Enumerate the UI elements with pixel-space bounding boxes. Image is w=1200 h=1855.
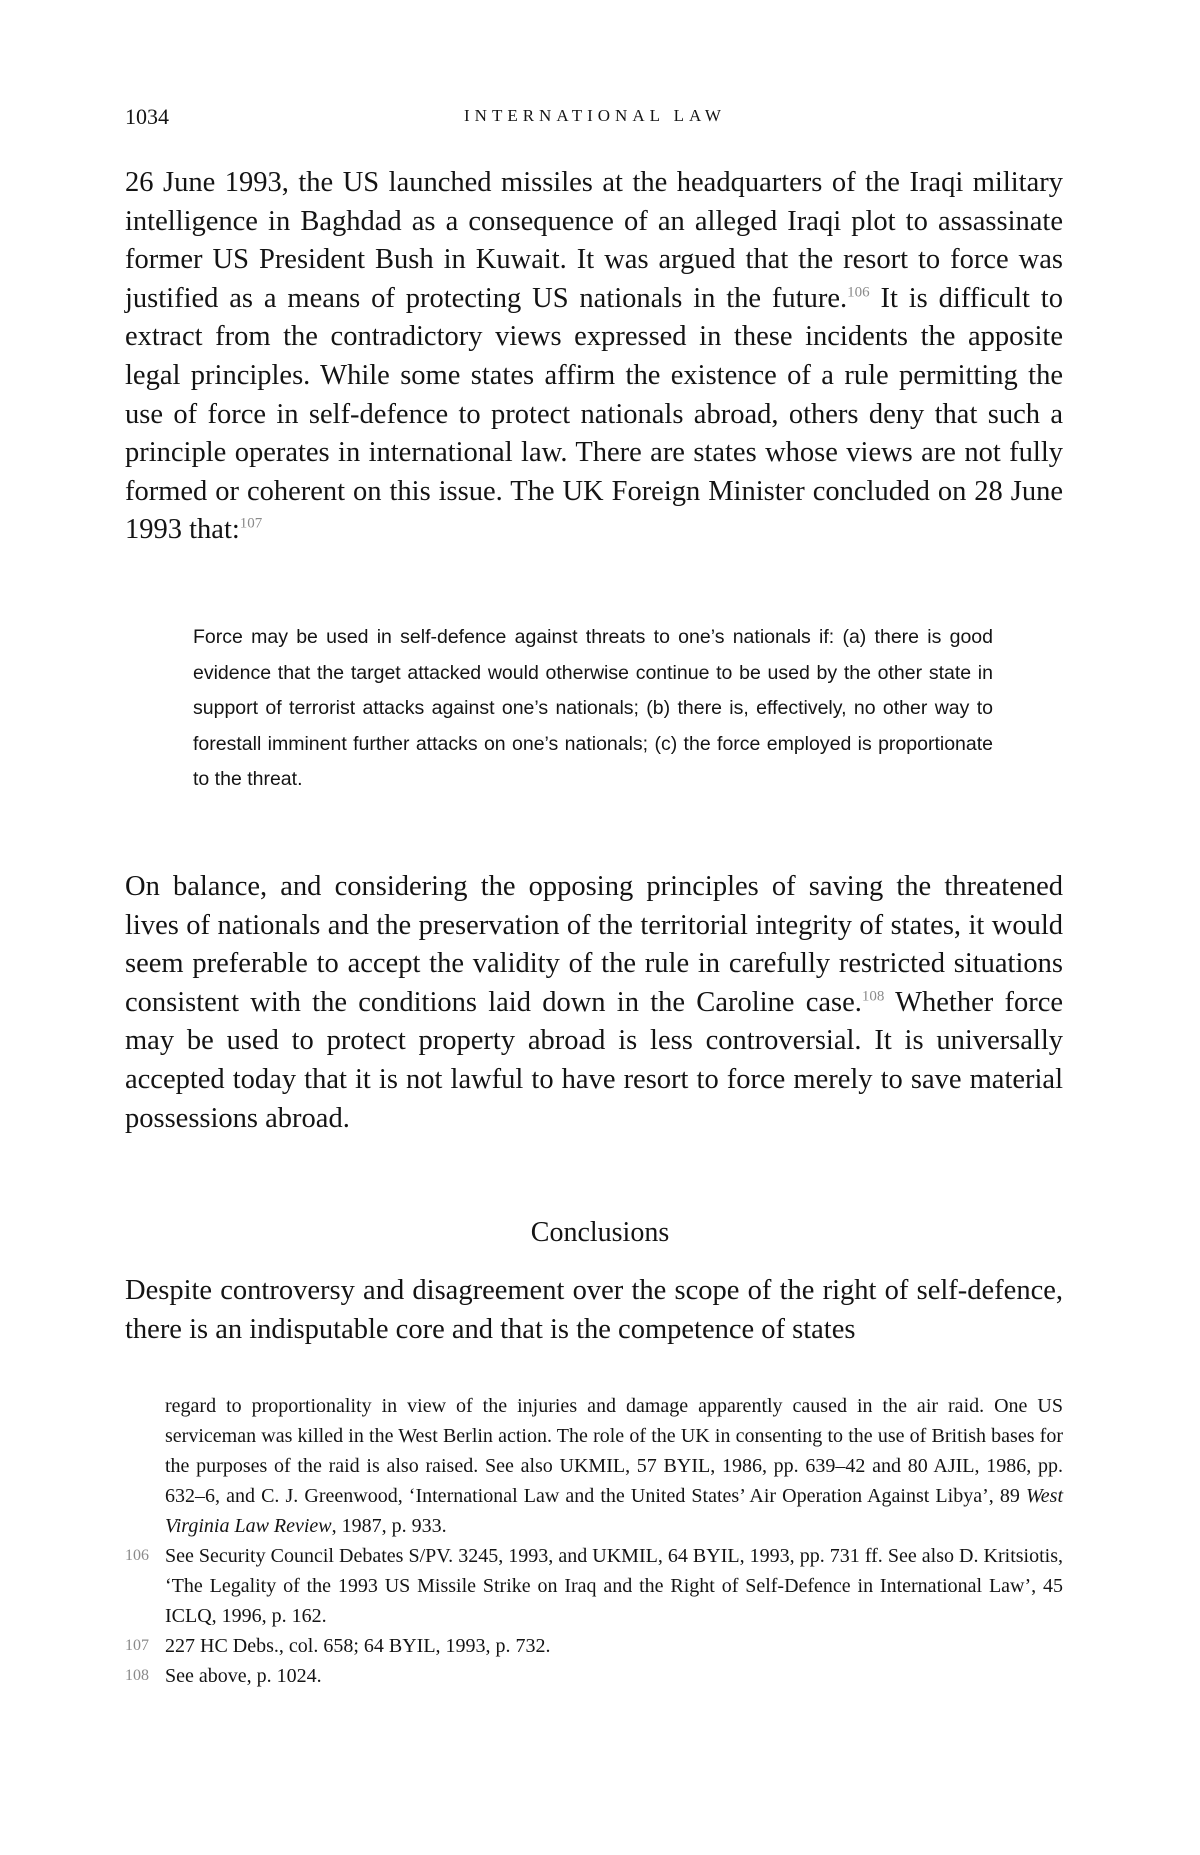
running-title: INTERNATIONAL LAW	[464, 106, 726, 125]
body-paragraph	[125, 868, 1063, 1138]
paragraph-text: On balance, and considering the opposing principles of saving the threatened lives of nationals and the preservation of the territorial integrity of states, it would seem preferable to accept the validity of the rule in carefully restricted situations consistent with the conditions laid down in the Caroline case.	[125, 871, 1063, 1018]
footnote-text: , 1987, p. 933.	[331, 1515, 447, 1537]
page-number: 1034	[125, 104, 169, 129]
footnote-ref: 108	[861, 988, 885, 1005]
section-heading: Conclusions	[530, 1217, 670, 1248]
footnotes	[125, 1391, 1063, 1691]
footnote-text: See Security Council Debates S/PV. 3245, 1993, and UKMIL, 64 BYIL, 1993, pp. 731 ff. See also D. Kritsiotis, ‘The Legality of the 1993 US Missile Strike on Iraq and the Right of Self-Defence in International Law’, 45 ICLQ, 1996, p. 162.	[165, 1545, 1063, 1627]
footnote	[125, 1631, 1063, 1661]
footnote-text: See above, p. 1024.	[165, 1665, 322, 1687]
footnote-number: 106	[125, 1547, 149, 1564]
footnote	[125, 1541, 1063, 1631]
footnote-text: 227 HC Debs., col. 658; 64 BYIL, 1993, p. 732.	[165, 1635, 551, 1657]
body-paragraph	[125, 164, 1063, 550]
paragraph-text: It is difficult to extract from the contradictory views expressed in these incidents the apposite legal principles. While some states affirm the existence of a rule permitting the use of force in self-defence to protect nationals abroad, others deny that such a principle operates in international law. There are states whose views are not fully formed or coherent on this issue. The UK Foreign Minister concluded on 28 June 1993 that:	[125, 282, 1063, 546]
journal-title: West Virginia Law Review	[165, 1485, 1063, 1537]
footnote-number: 107	[125, 1637, 149, 1654]
paragraph-text: 26 June 1993, the US launched missiles at the headquarters of the Iraqi military intelligence in Baghdad as a consequence of an alleged Iraqi plot to assassinate former US President Bush in Kuwait. It was argued that the resort to force was justified as a means of protecting US nationals in the future.	[125, 167, 1063, 314]
paragraph-text: Whether force may be used to protect property abroad is less controversial. It is universally accepted today that it is not lawful to have resort to force merely to save material possessions abroad.	[125, 986, 1064, 1134]
footnote-number: 108	[125, 1667, 149, 1684]
body-paragraph: Despite controversy and disagreement over the scope of the right of self-defence, there is an indisputable core and that is the competence of states	[125, 1275, 1063, 1345]
footnote-ref: 107	[239, 515, 263, 532]
running-head	[125, 104, 1065, 134]
block-quote: Force may be used in self-defence against threats to one’s nationals if: (a) there is good evidence that the target attacked would otherwise continue to be used by the other state in support of terrorist attacks against one’s nationals; (b) there is, effectively, no other way to forestall imminent further attacks on one’s nationals; (c) the force employed is proportionate to the threat.	[193, 626, 993, 791]
footnote-ref: 106	[847, 284, 870, 301]
footnote-text: regard to proportionality in view of the injuries and damage apparently caused in the air raid. One US serviceman was killed in the West Berlin action. The role of the UK in consenting to the use of British bases for the purposes of the raid is also raised. See also UKMIL, 57 BYIL, 1986, pp. 639–42 and 80 AJIL, 1986, pp. 632–6, and C. J. Greenwood, ‘International Law and the United States’ Air Operation Against Libya’, 89	[165, 1395, 1063, 1507]
footnote-continued	[125, 1391, 1063, 1541]
footnote	[125, 1661, 1063, 1691]
